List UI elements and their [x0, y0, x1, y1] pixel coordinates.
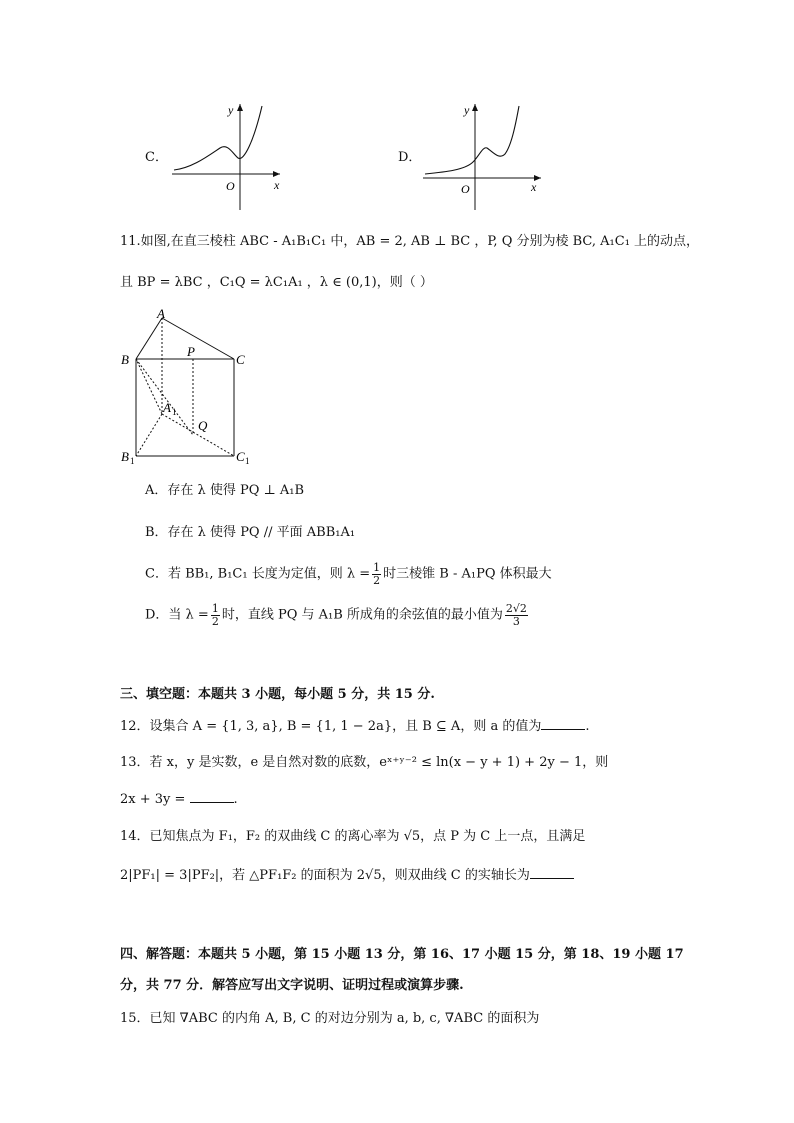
graph-c-y-arrow	[237, 104, 243, 111]
label-B1-sub: 1	[130, 456, 135, 466]
q11-option-d-mid: 时，直线 PQ 与 A₁B 所成角的余弦值的最小值为	[221, 607, 503, 623]
q11-option-c-pre: C．若 BB₁, B₁C₁ 长度为定值，则 λ =	[145, 566, 371, 582]
q14-line1: 14．已知焦点为 F₁，F₂ 的双曲线 C 的离心率为 √5，点 P 为 C 上一点，且满足	[120, 829, 586, 844]
q12-blank	[541, 729, 585, 730]
graph-c-y-label: y	[228, 103, 234, 117]
q14-line2	[120, 869, 574, 882]
q11-option-b: B．存在 λ 使得 PQ // 平面 ABB₁A₁	[145, 525, 356, 540]
label-C: C	[236, 352, 245, 367]
edge-AB	[136, 318, 162, 359]
graph-c-x-label: x	[274, 178, 280, 192]
q11-stem-line1: 11.如图,在直三棱柱 ABC - A₁B₁C₁ 中，AB = 2, AB ⊥ BC ，P, Q 分别为棱 BC, A₁C₁ 上的动点，	[120, 234, 700, 249]
q11-option-d-fraction: $\frac{1}{2}$	[211, 602, 219, 628]
q11-option-d-answer: $\frac{2√2}{3}$	[505, 602, 527, 628]
graph-c-curve	[174, 106, 262, 170]
q12-text: 12．设集合 A = {1, 3, a}, B = {1, 1 − 2a}，且 B ⊆ A，则 a 的值为	[120, 719, 542, 734]
edge-AC	[162, 318, 234, 359]
graph-c-origin-label: O	[226, 179, 235, 193]
label-B: B	[121, 352, 129, 367]
section-4-line1: 四、解答题：本题共 5 小题，第 15 小题 13 分，第 16、17 小题 15 分，第 18、19 小题 17	[120, 947, 684, 962]
graph-d-y-label: y	[464, 103, 470, 117]
graph-c-option-label: C．	[145, 150, 168, 165]
q11-option-c	[145, 562, 552, 586]
graph-d-y-arrow	[472, 104, 478, 111]
q11-option-a: A．存在 λ 使得 PQ ⊥ A₁B	[145, 483, 305, 498]
q11-option-d	[145, 603, 530, 627]
q14-blank	[530, 878, 574, 879]
graph-d-origin-label: O	[461, 182, 470, 196]
prism-figure	[115, 308, 265, 468]
q12	[120, 720, 589, 733]
q13-blank	[190, 802, 234, 803]
q13-line2	[120, 793, 238, 806]
label-A: A	[157, 308, 165, 321]
graph-c-x-arrow	[273, 171, 280, 177]
label-A1: A	[163, 400, 171, 415]
q11-option-d-pre: D．当 λ =	[145, 607, 209, 623]
label-C1: C	[236, 449, 245, 464]
q11-option-c-fraction: $\frac{1}{2}$	[373, 561, 381, 587]
q11-option-c-post: 时三棱锥 B - A₁PQ 体积最大	[383, 566, 552, 582]
q13-end: .	[233, 792, 238, 807]
graph-d-option-label: D．	[398, 150, 422, 165]
q12-end: .	[585, 719, 590, 734]
q13-line2-text: 2x + 3y =	[120, 792, 186, 807]
label-A1-sub: 1	[172, 407, 177, 417]
segment-BQ	[136, 359, 193, 435]
q14-line2-text: 2|PF₁| = 3|PF₂|，若 △PF₁F₂ 的面积为 2√5，则双曲线 C 的实轴长为	[120, 868, 530, 883]
label-C1-sub: 1	[245, 456, 250, 466]
q11-stem-line2: 且 BP = λBC ，C₁Q = λC₁A₁ ，λ ∈ (0,1)，则（ ）	[120, 275, 433, 290]
graph-d	[415, 98, 575, 214]
graph-d-curve	[425, 106, 519, 174]
label-B1: B	[121, 449, 129, 464]
q13-line1: 13．若 x，y 是实数，e 是自然对数的底数，eˣ⁺ʸ⁻² ≤ ln(x − y + 1) + 2y − 1，则	[120, 755, 609, 770]
section-4-line2: 分，共 77 分．解答应写出文字说明、证明过程或演算步骤.	[120, 978, 464, 993]
label-Q: Q	[198, 418, 208, 433]
label-P: P	[187, 344, 195, 359]
q15: 15．已知 ∇ABC 的内角 A, B, C 的对边分别为 a, b, c, ∇ABC 的面积为	[120, 1011, 540, 1026]
graph-d-x-label: x	[531, 180, 537, 194]
segment-A1B	[136, 359, 162, 414]
section-3-heading: 三、填空题：本题共 3 小题，每小题 5 分，共 15 分.	[120, 687, 435, 702]
edge-A1B1	[136, 414, 162, 456]
